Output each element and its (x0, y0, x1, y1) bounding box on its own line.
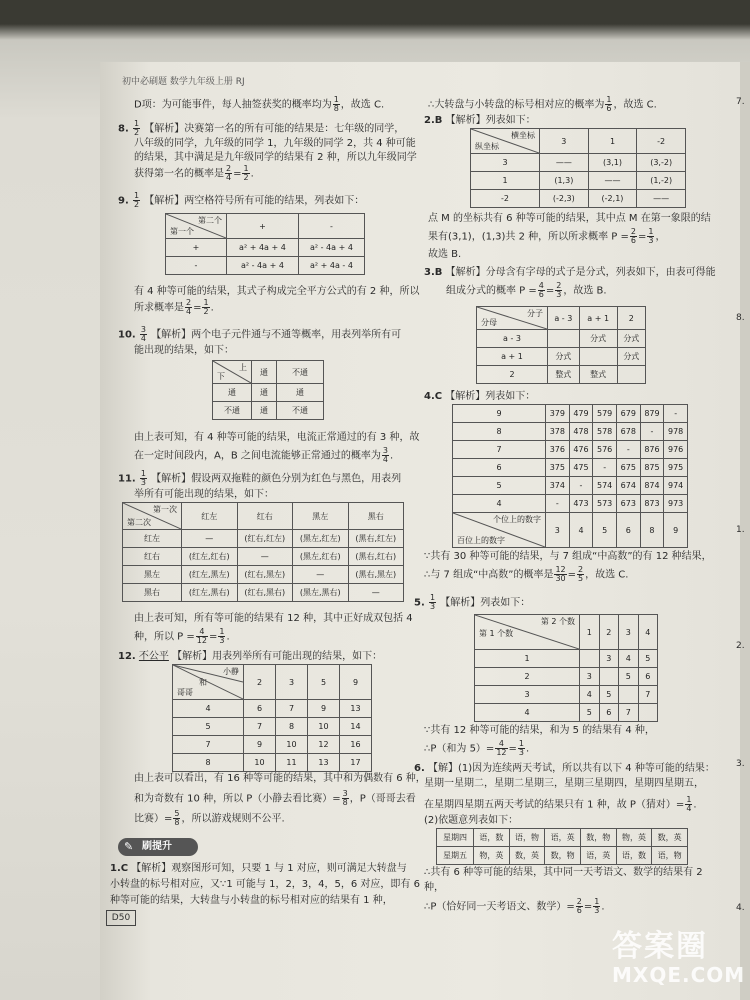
watermark-line1: 答案圈 (612, 929, 708, 964)
header-edition: RJ (235, 77, 245, 87)
q12-head: 12. 不公平 【解析】用表列举所有可能出现的结果，如下： (118, 651, 383, 662)
q12-after-2: 和为奇数有 10 种，所以 P（小静去看比赛）= $\frac{3}{8}$ ，P（哥哥去看 (134, 789, 416, 807)
q11-head: 11. $\frac{1}{3}$ 【解析】假设两双拖鞋的颜色分别为红色与黑色，用表列 (118, 469, 402, 487)
q8-line-last: 获得第一名的概率是 $\frac{2}{4}$ = $\frac{1}{2}$ . (134, 164, 254, 182)
q11-after-2: 种，所以 P = $\frac{4}{12}$ = $\frac{1}{3}$ . (134, 627, 230, 645)
edge-mark: 2. (736, 641, 745, 651)
section-badge-label: 刷提升 (142, 841, 172, 852)
q11-cell: — (348, 584, 404, 602)
r-q2-cell: (1,3) (540, 172, 589, 190)
r-q5-answer: $\frac{1}{3}$ (429, 593, 436, 611)
q10-after-2: 在一定时间段内，A，B 之间电流能够正常通过的概率为 $\frac{3}{4}$ . (134, 446, 394, 464)
q11-cell: 红左 (123, 530, 182, 548)
q11-cell: (黑右,黑左) (348, 566, 404, 584)
q11-cell: 黑右 (123, 584, 182, 602)
q11-col: 黑左 (293, 503, 349, 530)
r-q2-col: 3 (540, 129, 589, 154)
q9-cell: a² + 4a + 4 (227, 239, 299, 257)
q12-col: 2 (244, 665, 276, 700)
r-q6-after-3: ∴P（恰好同一天考语文、数学）= $\frac{2}{6}$ = $\frac{1}{3}$ . (424, 897, 605, 915)
q12-col: 9 (340, 665, 372, 700)
header-book: 初中必刷题 (122, 77, 168, 87)
q12-cell: 8 (276, 718, 308, 736)
q8-answer: $\frac{1}{2}$ (133, 119, 140, 137)
r-q6-table: 星期四 语，数 语，物 语，英 数，物 物，英 数，英 星期五 物，英 数，英 数，物 语，英 语，数 语，物 (436, 828, 688, 865)
r-q3-col: 2 (617, 307, 645, 330)
r-q3-table-diag-header: 分子 分母 (477, 307, 548, 330)
q12-cell: 11 (276, 754, 308, 772)
p1-line: 小转盘的标号相对应，又∵1 可能与 1，2，3，4，5，6 对应，即有 6 (110, 879, 420, 890)
r-q3-col: a + 1 (579, 307, 617, 330)
q12-cell: 10 (276, 736, 308, 754)
q8-head (118, 120, 404, 137)
text: ，故选 C. (340, 99, 385, 111)
edge-mark: 7. (736, 97, 745, 107)
r-q3-table (476, 306, 646, 384)
q12-number: 12. (118, 651, 136, 662)
q8-line: 八年级的同学，九年级的同学 1，九年级的同学 2，共 4 种可能 (134, 138, 416, 149)
q10-after: 由上表可知，有 4 种等可能的结果，电流正常通过的有 3 种，故 (134, 432, 420, 443)
r-q2-after-2: 果有(3,1)，(1,3)共 2 种，所以所求概率 P = $\frac{2}{6}$ = $\frac{1}{3}$ ， (428, 227, 666, 245)
r-q2-cell: —— (588, 172, 637, 190)
r-q3-cell: 分式 (617, 330, 645, 348)
r-q5-table-diag-header: 第 2 个数 第 1 个数 (475, 615, 580, 650)
r-q2-table-diag-header: 横坐标 纵坐标 (471, 129, 540, 154)
r-q3-cell: 2 (477, 366, 548, 384)
q12-table-diag-header: 小静 和 哥哥 (173, 665, 244, 700)
r-q6-line: 星期一星期二，星期二星期三，星期三星期四，星期四星期五， (424, 778, 704, 789)
watermark-line2: MXQE.COM (612, 963, 746, 987)
q12-col: 5 (308, 665, 340, 700)
r-q2-col: -2 (637, 129, 686, 154)
fraction: $\frac{1}{8}$ (333, 95, 339, 113)
q11-cell: (黑右,红左) (348, 530, 404, 548)
r-q3-col: a - 3 (548, 307, 580, 330)
q9-after-2: 所求概率是 $\frac{2}{4}$ = $\frac{1}{2}$ . (134, 298, 214, 316)
p1-number: 1. (110, 863, 121, 874)
q9-cell: + (166, 239, 227, 257)
r-q4-table: 9 379 479 579 679 879 - 8 378 478 578 678 - 978 7 376 476 576 - 876 976 6 375 475 - 675 875 975 5 374 - 574 674 874 974 4 - 473 573 673 873 973 个位上的数字 百位上的数字 3 4 5 6 8 9 (452, 404, 688, 548)
q11-cell: (红左,红右) (182, 548, 238, 566)
q10-col: 不通 (276, 361, 323, 384)
q12-cell: 6 (244, 700, 276, 718)
q10-cell: 不通 (276, 402, 323, 420)
text: D项：为可能事件，每人抽签获奖的概率均为 (134, 99, 332, 111)
q10-cell: 通 (252, 402, 277, 420)
q12-cell: 7 (173, 736, 244, 754)
q11-col: 红右 (237, 503, 293, 530)
r-q3-cell: 整式 (579, 366, 617, 384)
r-q2-cell: (3,-2) (637, 154, 686, 172)
q9-head: 9. $\frac{1}{2}$ 【解析】两空格符号所有可能的结果，列表如下： (118, 191, 365, 209)
r-q2-after-3: 故选 B. (428, 249, 462, 260)
page-header (122, 76, 245, 89)
q11-cell: 红右 (123, 548, 182, 566)
q11-answer: $\frac{1}{3}$ (140, 469, 146, 487)
r-q6-after: 种， (424, 882, 444, 893)
p1-head: 1.C 【解析】观察图形可知，只要 1 与 1 对应，则可满足大转盘与 (110, 863, 407, 874)
q9-cell: a² + 4a - 4 (298, 257, 364, 275)
q12-cell: 13 (340, 700, 372, 718)
q9-cell: a² - 4a + 4 (227, 257, 299, 275)
r-q3-cell: 分式 (617, 348, 645, 366)
line-d-option (134, 96, 384, 113)
q11-cell: (黑左,红右) (293, 548, 349, 566)
page-number: D50 (106, 910, 136, 926)
q12-answer: 不公平 (138, 651, 169, 662)
q11-col: 红左 (182, 503, 238, 530)
p1-line: 种等可能的结果，大转盘与小转盘的标号相对应的结果有 1 种， (110, 895, 393, 906)
r-q2-number: 2. (424, 115, 435, 126)
r-q2-cell: 1 (471, 172, 540, 190)
q9-table (165, 213, 365, 275)
r-q6-line3: 在星期四星期五两天考试的结果只有 1 种，故 P（猜对）= $\frac{1}{4}$ . (424, 795, 697, 813)
q10-col: 通 (252, 361, 277, 384)
q9-table-diag-header: 第二个 第一个 (166, 214, 227, 239)
q12-cell: 8 (173, 754, 244, 772)
q12-cell: 12 (308, 736, 340, 754)
q11-cell: (红右,黑左) (237, 566, 293, 584)
q12-after: 由上表可以看出，有 16 种等可能的结果，其中和为偶数有 6 种， (134, 773, 426, 784)
q10-answer: $\frac{3}{4}$ (140, 325, 146, 343)
r-q2-answer: B (434, 115, 443, 126)
r-q2-cell: (3,1) (588, 154, 637, 172)
q10-cell: 通 (213, 384, 252, 402)
edge-mark: 4. (736, 903, 745, 913)
q9-cell: a² - 4a + 4 (298, 239, 364, 257)
q11-after: 由上表可知，所有等可能的结果有 12 种，其中正好成双包括 4 (134, 613, 413, 624)
r-q2-after: 点 M 的坐标共有 6 种等可能的结果，其中点 M 在第一象限的结 (428, 213, 711, 224)
watermark (612, 930, 745, 986)
r-q3-cell (548, 330, 580, 348)
q10-head: 10. $\frac{3}{4}$ 【解析】两个电子元件通与不通等概率，用表列举所有可 (118, 325, 402, 343)
r-q3-cell (617, 366, 645, 384)
r-q5-table: 第 2 个数 第 1 个数 1 2 3 4 1 3 4 5 2 3 5 6 3 4 5 7 4 5 6 7 (474, 614, 658, 722)
r-q2-cell: (-2,1) (588, 190, 637, 208)
r-q3-cell: a + 1 (477, 348, 548, 366)
q11-cell: (黑左,黑右) (293, 584, 349, 602)
r-q4-table-diag-header: 个位上的数字 百位上的数字 (453, 513, 546, 548)
r-q3-line2: 组成分式的概率 P = $\frac{4}{6}$ = $\frac{2}{3}$ ，故选 B. (446, 281, 607, 299)
r-q3-cell (579, 348, 617, 366)
q11-table (122, 502, 404, 602)
q10-cell: 不通 (213, 402, 252, 420)
q9-after: 有 4 种等可能的结果，其式子构成完全平方公式的有 2 种，所以 (134, 286, 420, 297)
q9-col: - (298, 214, 364, 239)
edge-mark: 8. (736, 313, 745, 323)
r-q2-col: 1 (588, 129, 637, 154)
q11-cell: (红右,红左) (237, 530, 293, 548)
r-q4-head: 4.C 【解析】列表如下： (424, 391, 536, 402)
q12-cell: 17 (340, 754, 372, 772)
q11-cell: (红左,黑左) (182, 566, 238, 584)
q12-after-3: 比赛）= $\frac{5}{8}$ ，所以游戏规则不公平. (134, 809, 285, 827)
r-q6-number: 6. (414, 763, 425, 774)
q12-cell: 10 (308, 718, 340, 736)
r-q4-answer: C (434, 391, 443, 402)
edge-mark: 3. (736, 759, 745, 769)
r-q3-cell: 整式 (548, 366, 580, 384)
q8-tag: 【解析】 (144, 123, 185, 135)
r-q3-cell: 分式 (548, 348, 580, 366)
q12-cell: 9 (308, 700, 340, 718)
q11-cell: (黑右,红右) (348, 548, 404, 566)
section-badge (118, 838, 198, 856)
q11-cell: (红右,黑右) (237, 584, 293, 602)
pencil-icon: ✎ (124, 840, 134, 853)
q11-cell: — (182, 530, 238, 548)
r-q4-after-2: ∴与 7 组成“中高数”的概率是 $\frac{12}{30}$ = $\frac{2}{5}$ ，故选 C. (424, 565, 629, 583)
r-q5-number: 5. (414, 597, 425, 609)
q11-cell: (红左,黑右) (182, 584, 238, 602)
q11-number: 11. (118, 473, 136, 485)
q11-cell: 黑左 (123, 566, 182, 584)
q12-cell: 13 (308, 754, 340, 772)
q12-cell: 7 (244, 718, 276, 736)
q9-answer: $\frac{1}{2}$ (133, 191, 140, 209)
q11-line: 举所有可能出现的结果，如下： (134, 489, 274, 500)
r-q6-after: ∴共有 6 种等可能的结果，其中同一天考语文、数学的结果有 2 (424, 867, 703, 878)
q12-cell: 16 (340, 736, 372, 754)
q8-line: 决赛第一名的所有可能的结果是：七年级的同学， (184, 123, 405, 135)
r-q3-cell: a - 3 (477, 330, 548, 348)
r-q6-head: 6. 【解】(1)因为连续两天考试，所以共有以下 4 种等可能的结果： (414, 763, 715, 774)
q10-cell: 通 (252, 384, 277, 402)
q8-line: 的结果，其中满足是九年级同学的结果有 2 种，所以九年级同学 (134, 152, 417, 163)
r-q2-cell: —— (637, 190, 686, 208)
q8-number: 8. (118, 123, 129, 135)
q12-cell: 9 (244, 736, 276, 754)
q10-number: 10. (118, 329, 136, 341)
r-q2-cell: (-2,3) (540, 190, 589, 208)
r-q4-after: ∵共有 30 种等可能的结果，与 7 组成“中高数”的有 12 种结果， (424, 551, 712, 562)
r-q2-table (470, 128, 686, 208)
r0-line: ∴大转盘与小转盘的标号相对应的概率为 $\frac{1}{6}$ ，故选 C. (428, 95, 657, 113)
r-q3-head: 3.B 【解析】分母含有字母的式子是分式，列表如下，由表可得能 (424, 267, 716, 278)
q11-cell: — (293, 566, 349, 584)
q11-col: 黑右 (348, 503, 404, 530)
q12-table (172, 664, 372, 772)
header-subject: 数学九年级上册 (169, 77, 233, 87)
r-q5-head: 5. $\frac{1}{3}$ 【解析】列表如下： (414, 593, 531, 611)
r-q6-line: (2)依题意列表如下： (424, 815, 519, 826)
r-q5-after-2: ∴P（和为 5）= $\frac{4}{12}$ = $\frac{1}{3}$ . (424, 739, 530, 757)
q9-col: + (227, 214, 299, 239)
p1-answer: C (120, 863, 129, 874)
r-q3-answer: B (434, 267, 443, 278)
q12-cell: 10 (244, 754, 276, 772)
r-q2-head: 2.B 【解析】列表如下： (424, 115, 536, 126)
q12-cell: 7 (276, 700, 308, 718)
q11-table-diag-header: 第一次 第二次 (123, 503, 182, 530)
r-q5-after: ∵共有 12 种等可能的结果，和为 5 的结果有 4 种， (424, 725, 655, 736)
r-q3-cell: 分式 (579, 330, 617, 348)
q10-table-diag-header: 上 下 (213, 361, 252, 384)
q11-cell: — (237, 548, 293, 566)
q12-col: 3 (276, 665, 308, 700)
q12-cell: 14 (340, 718, 372, 736)
q10-line: 能出现的结果，如下： (134, 345, 234, 356)
r-q2-cell: (1,-2) (637, 172, 686, 190)
r-q2-cell: —— (540, 154, 589, 172)
r-q3-number: 3. (424, 267, 435, 278)
q11-cell: (黑左,红左) (293, 530, 349, 548)
q10-table (212, 360, 324, 420)
r-q2-cell: -2 (471, 190, 540, 208)
r-q4-number: 4. (424, 391, 435, 402)
q12-cell: 4 (173, 700, 244, 718)
q9-number: 9. (118, 195, 129, 207)
q12-cell: 5 (173, 718, 244, 736)
r-q2-cell: 3 (471, 154, 540, 172)
edge-mark: 1. (736, 525, 745, 535)
q10-cell: 通 (276, 384, 323, 402)
q9-cell: - (166, 257, 227, 275)
